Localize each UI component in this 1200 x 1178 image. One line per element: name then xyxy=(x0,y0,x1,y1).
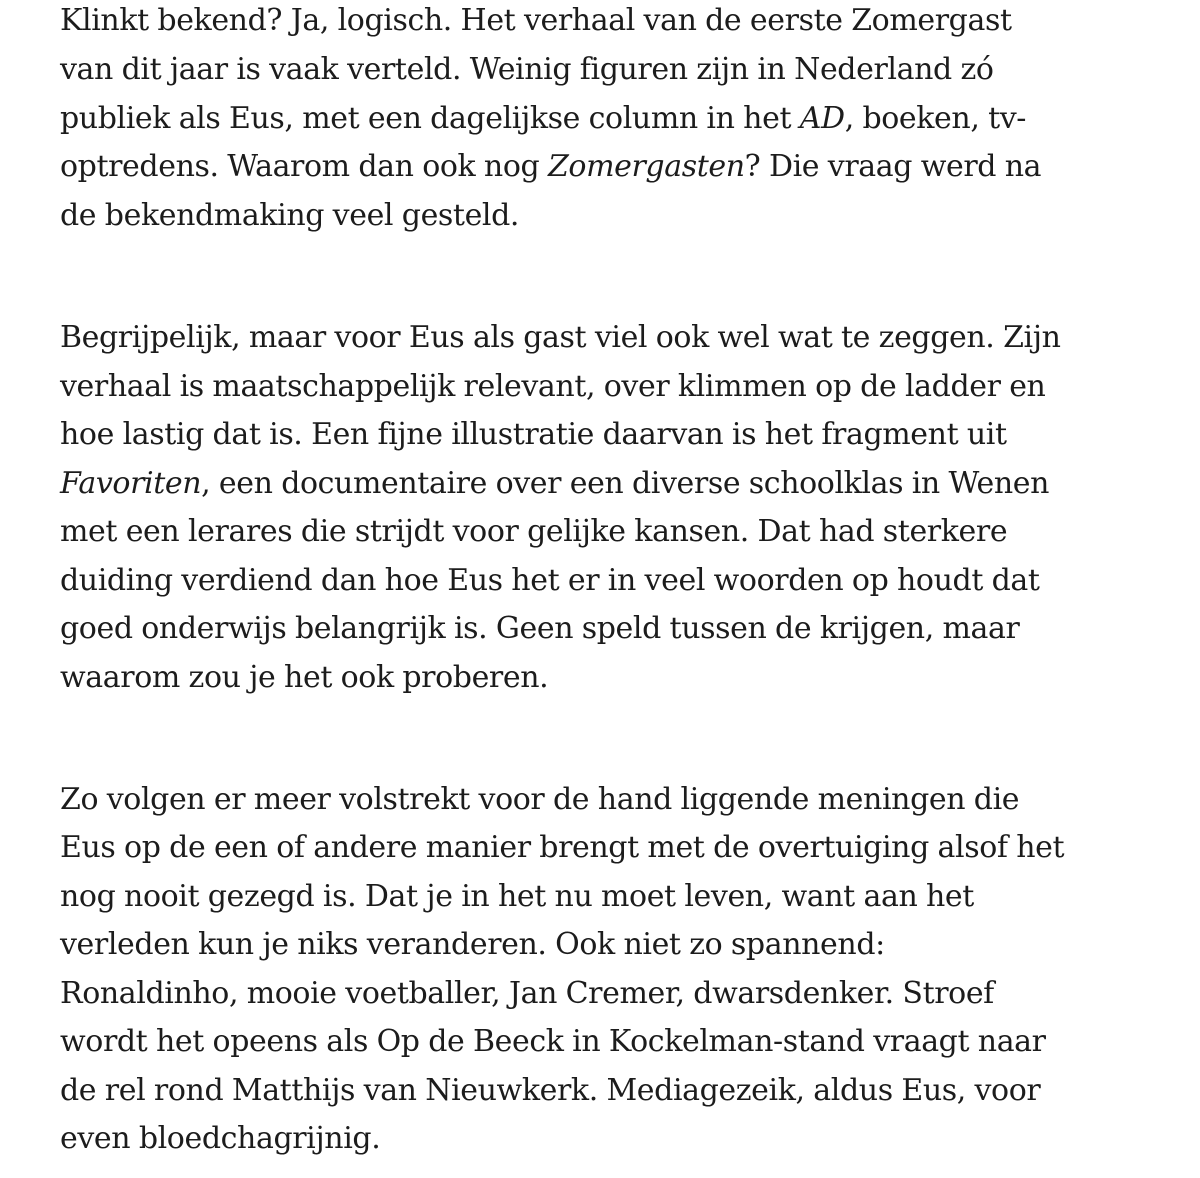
text-line: Klinkt bekend? Ja, logisch. Het verhaal van de eerste Zomergast xyxy=(60,3,1012,38)
text-line: publiek als Eus, met een dagelijkse column in het AD, boeken, tv- xyxy=(60,101,1027,136)
text-line: nog nooit gezegd is. Dat je in het nu moet leven, want aan het xyxy=(60,879,974,914)
newspaper-title: AD xyxy=(799,101,845,136)
text-line: Zo volgen er meer volstrekt voor de hand liggende meningen die xyxy=(60,782,1020,817)
text-line: wordt het opeens als Op de Beeck in Kockelman-stand vraagt naar xyxy=(60,1024,1046,1059)
text-line: verhaal is maatschappelijk relevant, over klimmen op de ladder en xyxy=(60,369,1046,404)
documentary-title: Favoriten xyxy=(60,466,202,501)
text-line: verleden kun je niks veranderen. Ook niet zo spannend: xyxy=(60,927,885,962)
text-line: de rel rond Matthijs van Nieuwkerk. Mediagezeik, aldus Eus, voor xyxy=(60,1073,1041,1108)
text-line: waarom zou je het ook proberen. xyxy=(60,660,549,695)
text-line: hoe lastig dat is. Een fijne illustratie daarvan is het fragment uit xyxy=(60,417,1007,452)
text-line: Eus op de een of andere manier brengt met de overtuiging alsof het xyxy=(60,830,1065,865)
text-line: even bloedchagrijnig. xyxy=(60,1121,381,1156)
text-line: de bekendmaking veel gesteld. xyxy=(60,198,520,233)
text-line: Favoriten, een documentaire over een diverse schoolklas in Wenen xyxy=(60,466,1050,501)
text-line: duiding verdiend dan hoe Eus het er in veel woorden op houdt dat xyxy=(60,563,1040,598)
text-line: goed onderwijs belangrijk is. Geen speld tussen de krijgen, maar xyxy=(60,611,1020,646)
text-line: met een lerares die strijdt voor gelijke kansen. Dat had sterkere xyxy=(60,514,1008,549)
text-line: optredens. Waarom dan ook nog Zomergasten? Die vraag werd na xyxy=(60,149,1042,184)
text-line: Ronaldinho, mooie voetballer, Jan Cremer, dwarsdenker. Stroef xyxy=(60,976,994,1011)
text-line: van dit jaar is vaak verteld. Weinig figuren zijn in Nederland zó xyxy=(60,52,994,87)
text-line: Begrijpelijk, maar voor Eus als gast viel ook wel wat te zeggen. Zijn xyxy=(60,320,1061,355)
program-title: Zomergasten xyxy=(547,149,745,184)
